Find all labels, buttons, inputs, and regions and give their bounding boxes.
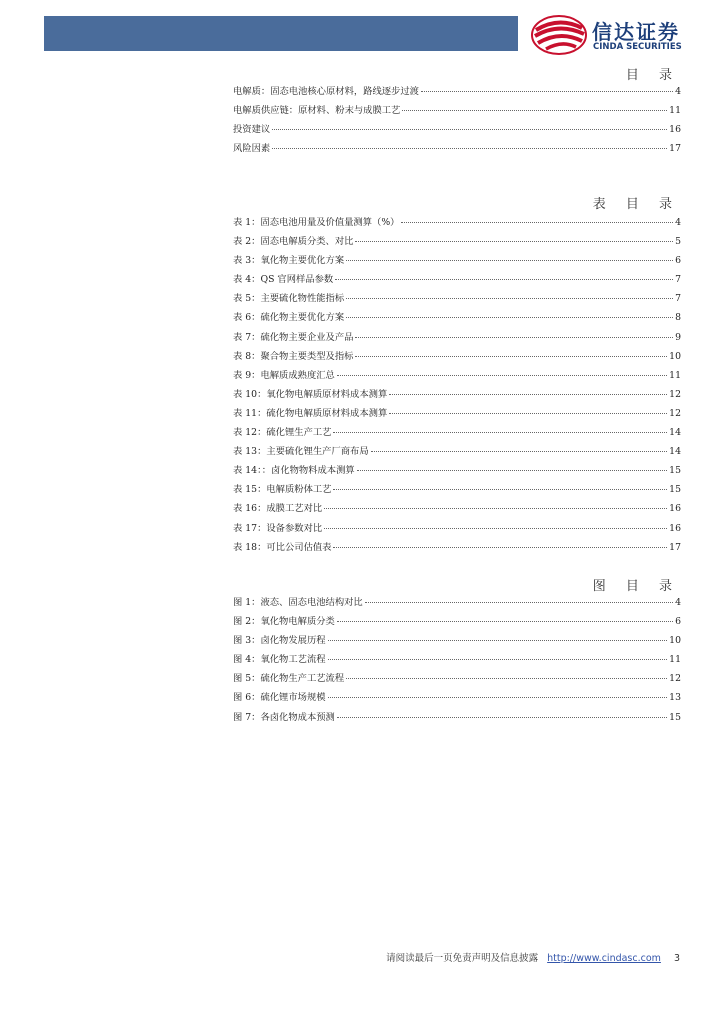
- toc-entry[interactable]: [233, 405, 681, 424]
- logo-chinese-text: 信达证券: [592, 20, 680, 44]
- toc-entry-page: 8: [675, 312, 681, 324]
- toc-entry-page: 4: [675, 217, 681, 228]
- page-number: 3: [673, 953, 680, 964]
- toc-entry[interactable]: [233, 613, 681, 632]
- toc-entry-label[interactable]: 表 1：固态电池用量及价值量测算（%）: [233, 217, 400, 228]
- toc-entry-label[interactable]: 图 1：液态、固态电池结构对比: [233, 597, 363, 608]
- toc-entry-label[interactable]: 图 6：硫化锂市场规模: [233, 692, 326, 704]
- toc-entry[interactable]: [233, 367, 681, 386]
- toc-entry-page: 16: [669, 503, 681, 515]
- toc-entry-page: 17: [669, 143, 681, 155]
- toc-entry-page: 14: [669, 427, 681, 439]
- toc-entry-page: 4: [675, 597, 681, 608]
- dot-leader: [333, 547, 667, 548]
- toc-entry-label[interactable]: 图 7：各卤化物成本预测: [233, 711, 335, 723]
- dot-leader: [355, 337, 673, 338]
- toc-entry-label[interactable]: 表 8：聚合物主要类型及指标: [233, 350, 354, 362]
- footer-disclaimer: 请阅读最后一页免责声明及信息披露: [386, 953, 539, 964]
- toc-entry[interactable]: [233, 83, 681, 102]
- toc-entry-page: 15: [669, 484, 681, 496]
- dot-leader: [346, 317, 673, 318]
- toc-entry-page: 13: [669, 692, 681, 704]
- toc-entry-label[interactable]: 表 2：固态电解质分类、对比: [233, 236, 354, 248]
- toc-entry-label[interactable]: 图 4：氧化物工艺流程: [233, 654, 326, 666]
- toc-entry-page: 7: [675, 293, 681, 305]
- dot-leader: [337, 717, 667, 718]
- toc-entry[interactable]: [233, 424, 681, 443]
- dot-leader: [346, 298, 673, 299]
- toc-entry-page: 12: [669, 388, 681, 400]
- toc-entry-label[interactable]: 电解质：固态电池核心原材料，路线逐步过渡: [233, 86, 419, 97]
- dot-leader: [346, 260, 673, 261]
- toc-entry-label[interactable]: 表 14：：卤化物物料成本测算: [233, 465, 355, 477]
- dot-leader: [333, 489, 667, 490]
- toc-entry-page: 16: [669, 522, 681, 534]
- dot-leader: [371, 451, 668, 452]
- toc-entry-label[interactable]: 表 11：硫化物电解质原材料成本测算: [233, 407, 388, 419]
- toc-entry-page: 6: [675, 255, 681, 267]
- dot-leader: [328, 659, 668, 660]
- dot-leader: [389, 394, 667, 395]
- dot-leader: [346, 678, 667, 679]
- toc-entry-page: 6: [675, 616, 681, 628]
- toc-entry[interactable]: [233, 539, 681, 558]
- toc-entry-page: 11: [669, 369, 681, 381]
- toc-entry-page: 4: [675, 86, 681, 97]
- toc-entry-page: 7: [675, 274, 681, 286]
- toc-entry-label[interactable]: 风险因素: [233, 143, 271, 155]
- dot-leader: [421, 91, 673, 92]
- header-band: [44, 16, 518, 51]
- toc-entry-label[interactable]: 表 16：成膜工艺对比: [233, 503, 323, 515]
- toc-entry[interactable]: [233, 594, 681, 613]
- toc-entry-page: 14: [669, 446, 681, 458]
- dot-leader: [272, 148, 667, 149]
- dot-leader: [337, 621, 673, 622]
- toc-entry[interactable]: [233, 271, 681, 290]
- toc-entry[interactable]: [233, 102, 681, 121]
- dot-leader: [337, 375, 667, 376]
- toc-entry-page: 17: [669, 541, 681, 553]
- company-logo: [530, 14, 710, 58]
- toc-entry-label[interactable]: 表 15：电解质粉体工艺: [233, 484, 332, 496]
- toc-entry[interactable]: [233, 121, 681, 140]
- toc-entry[interactable]: [233, 709, 681, 728]
- figures-title: 图 目 录: [592, 579, 680, 594]
- toc-entry-label[interactable]: 表 13：主要硫化锂生产厂商布局: [233, 446, 369, 458]
- dot-leader: [333, 432, 667, 433]
- toc-entry-label[interactable]: 表 18：可比公司估值表: [233, 541, 332, 553]
- toc-entry[interactable]: [233, 443, 681, 462]
- dot-leader: [328, 640, 668, 641]
- toc-entry[interactable]: [233, 500, 681, 519]
- toc-entry[interactable]: [233, 214, 681, 233]
- toc-entry-label[interactable]: 表 6：硫化物主要优化方案: [233, 312, 345, 324]
- dot-leader: [324, 528, 667, 529]
- toc-entry-label[interactable]: 表 9：电解质成熟度汇总: [233, 369, 335, 381]
- toc-entry[interactable]: [233, 632, 681, 651]
- toc-entry-page: 11: [669, 654, 681, 666]
- dot-leader: [324, 508, 667, 509]
- cinda-logo-icon: [530, 14, 588, 56]
- toc-entry-label[interactable]: 图 2：氧化物电解质分类: [233, 616, 335, 628]
- toc-entry[interactable]: [233, 386, 681, 405]
- toc-entry[interactable]: [233, 670, 681, 689]
- toc-entry[interactable]: [233, 140, 681, 159]
- figures-list: [233, 594, 681, 728]
- dot-leader: [272, 129, 667, 130]
- toc-entry[interactable]: [233, 233, 681, 252]
- toc-entry-page: 10: [669, 635, 681, 647]
- dot-leader: [335, 279, 673, 280]
- toc-entry[interactable]: [233, 651, 681, 670]
- toc-entry-label[interactable]: 表 7：硫化物主要企业及产品: [233, 331, 354, 343]
- toc-entry-page: 5: [675, 236, 681, 248]
- logo-english-text: CINDA SECURITIES: [593, 42, 682, 52]
- toc-entry-label[interactable]: 表 17：设备参数对比: [233, 522, 323, 534]
- toc-entry[interactable]: [233, 329, 681, 348]
- toc-entry-page: 12: [669, 673, 681, 685]
- toc-entry-label[interactable]: 图 3：卤化物发展历程: [233, 635, 326, 647]
- toc-entry[interactable]: [233, 481, 681, 500]
- toc-entry-page: 15: [669, 711, 681, 723]
- toc-entry-page: 9: [675, 331, 681, 343]
- toc-entry-label[interactable]: 表 10：氧化物电解质原材料成本测算: [233, 388, 388, 400]
- dot-leader: [355, 241, 673, 242]
- toc-entry[interactable]: [233, 520, 681, 539]
- toc-entry-label[interactable]: 表 12：硫化锂生产工艺: [233, 427, 332, 439]
- toc-entry-label[interactable]: 投资建议: [233, 124, 271, 136]
- dot-leader: [357, 470, 667, 471]
- footer-url-link[interactable]: http://www.cindasc.com: [547, 953, 661, 964]
- toc-entry[interactable]: [233, 348, 681, 367]
- toc-entry-label[interactable]: 电解质供应链：原材料、粉末与成膜工艺: [233, 105, 401, 117]
- contents-title: 目 录: [625, 68, 680, 83]
- toc-entry-page: 15: [669, 465, 681, 477]
- toc-entry[interactable]: [233, 290, 681, 309]
- toc-entry-label[interactable]: 表 3：氧化物主要优化方案: [233, 255, 345, 267]
- toc-entry[interactable]: [233, 309, 681, 328]
- toc-entry-label[interactable]: 表 4：QS 官网样品参数: [233, 274, 334, 286]
- dot-leader: [401, 222, 673, 223]
- dot-leader: [365, 602, 673, 603]
- toc-entry[interactable]: [233, 252, 681, 271]
- toc-entry-page: 10: [669, 350, 681, 362]
- toc-entry-label[interactable]: 表 5：主要硫化物性能指标: [233, 293, 345, 305]
- toc-entry-page: 12: [669, 407, 681, 419]
- dot-leader: [389, 413, 667, 414]
- toc-entry[interactable]: [233, 689, 681, 708]
- dot-leader: [355, 356, 667, 357]
- toc-entry-page: 11: [669, 105, 681, 117]
- toc-entry[interactable]: [233, 462, 681, 481]
- toc-entry-page: 16: [669, 124, 681, 136]
- toc-entry-label[interactable]: 图 5：硫化物生产工艺流程: [233, 673, 345, 685]
- page-footer: [386, 950, 680, 964]
- tables-title: 表 目 录: [592, 197, 680, 212]
- tables-list: [233, 214, 681, 558]
- dot-leader: [402, 110, 667, 111]
- dot-leader: [328, 697, 668, 698]
- contents-list: [233, 83, 681, 159]
